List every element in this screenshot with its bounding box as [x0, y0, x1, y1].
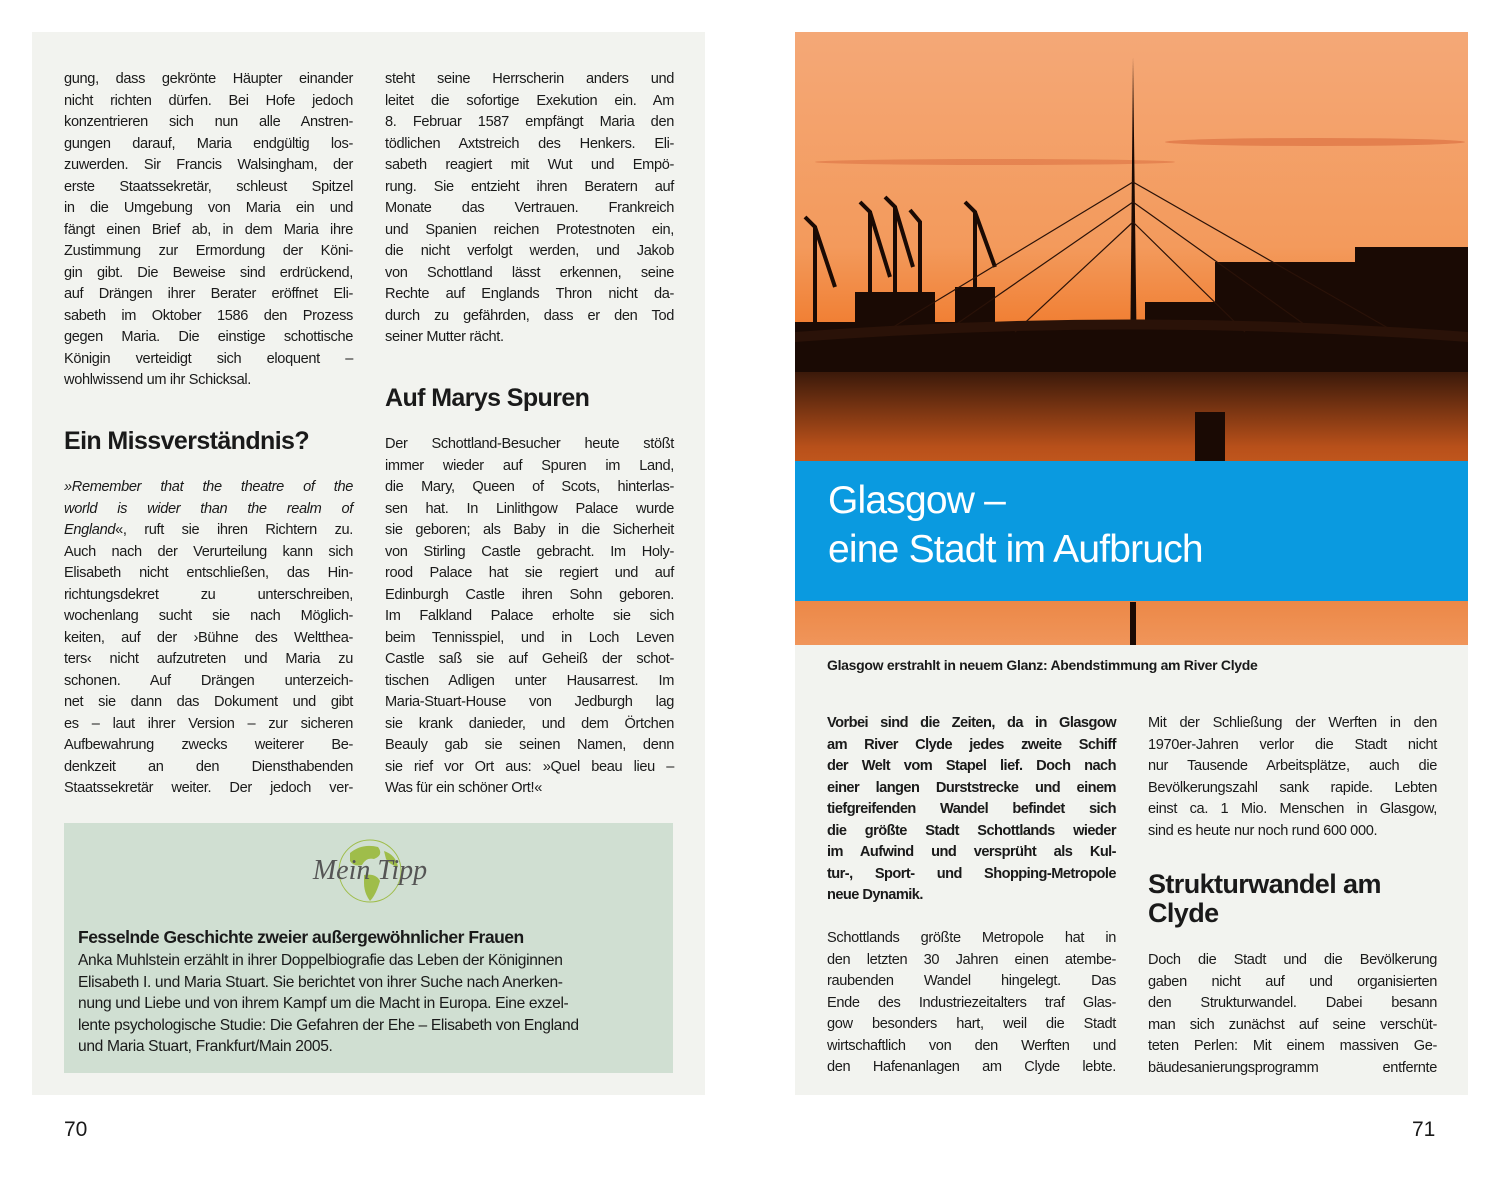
- text-line: Rechte auf Englands Thron nicht da-: [385, 286, 674, 302]
- text-line: die Mary, Queen of Scots, hinterlas-: [385, 479, 674, 495]
- title-band: [795, 461, 1468, 601]
- text-line: konzentrieren sich nun alle Anstren-: [64, 114, 353, 130]
- right-col2-bottom: [1148, 950, 1437, 1079]
- lead-paragraph: [827, 713, 1116, 907]
- mein-tipp-box: [64, 823, 673, 1073]
- text-line: Maria-Stuart-House von Jedburgh lag: [385, 694, 674, 710]
- text-line: steht seine Herrscherin anders und: [385, 71, 674, 87]
- text-line: sabeth im Oktober 1586 den Prozess: [64, 307, 353, 324]
- text-line: im Aufwind und versprüht als Kul-: [827, 844, 1116, 860]
- text-line: sen hat. In Linlithgow Palace wurde: [385, 500, 674, 517]
- text-line: richtungsdekret zu unterschreiben,: [64, 586, 353, 603]
- page-number-left: 70: [64, 1118, 88, 1141]
- text-line: leitet die sofortige Exekution ein. Am: [385, 92, 674, 109]
- heading-strukturwandel: [1148, 870, 1381, 928]
- text-line: Zustimmung zur Ermordung der Köni-: [64, 243, 353, 259]
- text-line: sabeth reagiert mit Wut und Empö-: [385, 157, 674, 173]
- text-line: schonen. Auf Drängen unterzeich-: [64, 672, 353, 689]
- heading-line2: Clyde: [1148, 898, 1219, 928]
- text-line: denkzeit an den Diensthabenden: [64, 758, 353, 775]
- text-line: 8. Februar 1587 empfängt Maria den: [385, 114, 674, 130]
- text-line: teten Perlen: Mit einem massiven Ge-: [1148, 1038, 1437, 1054]
- right-col1-body: [827, 928, 1116, 1079]
- text-line: tiefgreifenden Wandel befindet sich: [827, 801, 1116, 817]
- text-line: Castle saß sie auf Geheiß der schot-: [385, 651, 674, 667]
- text-line: den Hafenanlagen am Clyde lebte.: [827, 1059, 1116, 1075]
- text-line: tischen Adligen unter Hausarrest. Im: [385, 672, 674, 689]
- text-line: ters‹ nicht aufzutreten und Maria zu: [64, 651, 353, 667]
- left-col2-top: [385, 69, 674, 349]
- heading-auf-marys-spuren: Auf Marys Spuren: [385, 384, 590, 412]
- text-line: Elisabeth I. und Maria Stuart. Sie berichtet von ihrer Suche nach Anerken-: [78, 973, 563, 991]
- text-line: Im Falkland Palace erholte sie sich: [385, 608, 674, 624]
- globe-icon: [310, 837, 430, 907]
- text-line: »Remember that the theatre of the: [64, 479, 353, 495]
- text-line: zuwerden. Sir Francis Walsingham, der: [64, 157, 353, 173]
- text-line: gow besonders hart, weil die Stadt: [827, 1016, 1116, 1032]
- text-line: Bevölkerungszahl sank rapide. Lebten: [1148, 779, 1437, 796]
- text-line: einer langen Durststrecke und einem: [827, 779, 1116, 796]
- text-line: den letzten 30 Jahren einen atembe-: [827, 951, 1116, 968]
- text-line: rood Palace hat sie regiert und auf: [385, 565, 674, 581]
- text-line: rung. Sie entzieht ihren Beratern auf: [385, 178, 674, 195]
- text-line: gungen darauf, Maria endgültig los-: [64, 135, 353, 152]
- text-line: die größte Stadt Schottlands wieder: [827, 822, 1116, 839]
- text-line: sind es heute nur noch rund 600 000.: [1148, 822, 1378, 839]
- text-line: immer wieder auf Spuren im Land,: [385, 457, 674, 474]
- text-line: nur Tausende Arbeitsplätze, auch die: [1148, 758, 1437, 774]
- text-line: gaben nicht auf und organisierten: [1148, 973, 1437, 990]
- text-line: gung, dass gekrönte Häupter einander: [64, 71, 353, 87]
- chapter-title-line2: eine Stadt im Aufbruch: [828, 528, 1203, 571]
- text-line: tur-, Sport- und Shopping-Metropole: [827, 865, 1116, 882]
- text-line: tödlichen Axtstreich des Henkers. Eli-: [385, 135, 674, 152]
- text-line: sie geboren; als Baby in die Sicherheit: [385, 522, 674, 538]
- text-line: und Maria Stuart, Frankfurt/Main 2005.: [78, 1038, 333, 1055]
- heading-line1: Strukturwandel am: [1148, 869, 1381, 899]
- text-line: auf Drängen ihrer Berater eröffnet Eli-: [64, 286, 353, 302]
- text-line: sie rief vor Ort aus: »Quel beau lieu –: [385, 758, 674, 775]
- text-line: fängt einen Brief ab, in dem Maria ihre: [64, 221, 353, 238]
- text-line: gegen Maria. Die einstige schottische: [64, 329, 353, 345]
- text-line: wochenlang sucht sie nach Möglich-: [64, 608, 353, 624]
- text-line: Staatssekretär weiter. Der jedoch ver-: [64, 780, 353, 796]
- right-col2-top: [1148, 713, 1437, 842]
- text-line: Beauly gab sie seinen Namen, denn: [385, 737, 674, 753]
- text-line: beim Tennisspiel, und in Loch Leven: [385, 629, 674, 646]
- text-line: erste Staatssekretär, schleust Spitzel: [64, 178, 353, 195]
- text-line: Was für ein schöner Ort!«: [385, 780, 542, 796]
- text-line: Elisabeth nicht entschließen, das Hin-: [64, 565, 353, 581]
- text-line: 1970er-Jahren verlor die Stadt nicht: [1148, 736, 1437, 753]
- text-line: Schottlands größte Metropole hat in: [827, 930, 1116, 946]
- text-line: sie krank danieder, und dem Örtchen: [385, 715, 674, 732]
- text-line: und Spanien reichen Protestnoten ein,: [385, 221, 674, 238]
- text-line: Monate das Vertrauen. Frankreich: [385, 200, 674, 216]
- chapter-title-line1: Glasgow –: [828, 479, 1006, 522]
- tip-body: [78, 950, 658, 1058]
- left-col1-bottom: [64, 477, 353, 800]
- text-line: world is wider than the realm of: [64, 500, 353, 517]
- text-line: Königin verteidigt sich eloquent –: [64, 350, 353, 367]
- text-line: Mit der Schließung der Werften in den: [1148, 715, 1437, 731]
- page-number-right: 71: [1412, 1118, 1436, 1141]
- mein-tipp-logo: [310, 837, 430, 907]
- text-line: Vorbei sind die Zeiten, da in Glasgow: [827, 715, 1116, 731]
- text-line: einst ca. 1 Mio. Menschen in Glasgow,: [1148, 801, 1437, 817]
- tip-title: Fesselnde Geschichte zweier außergewöhnlicher Frauen: [78, 927, 524, 947]
- text-line: Edinburgh Castle ihren Sohn geboren.: [385, 586, 674, 603]
- svg-text:Mein Tipp: Mein Tipp: [312, 855, 428, 886]
- text-line: net sie dann das Dokument und gibt: [64, 694, 353, 710]
- text-line: den Strukturwandel. Dabei besann: [1148, 995, 1437, 1011]
- photo-caption: Glasgow erstrahlt in neuem Glanz: Abendstimmung am River Clyde: [827, 657, 1258, 673]
- text-line: am River Clyde jedes zweite Schiff: [827, 736, 1116, 753]
- text-line: gin gibt. Die Beweise sind erdrückend,: [64, 264, 353, 281]
- text-line: in die Umgebung von Maria ein und: [64, 200, 353, 216]
- left-col2-bottom: [385, 434, 674, 800]
- heading-missverstaendnis: Ein Missverständnis?: [64, 427, 310, 455]
- text-line: es – laut ihrer Version – zur sicheren: [64, 715, 353, 732]
- text-line: nicht richten dürfen. Bei Hofe jedoch: [64, 92, 353, 109]
- left-col1-top: [64, 69, 353, 392]
- text-line: nung und Liebe und von ihrem Kampf um die Macht in Europa. Eine exzel-: [78, 995, 569, 1012]
- text-line: von Schottland lässt erkennen, seine: [385, 264, 674, 281]
- text-line: Auch nach der Verurteilung kann sich: [64, 543, 353, 560]
- text-line: England«, ruft sie ihren Richtern zu.: [64, 522, 353, 538]
- text-line: die nicht verfolgt werden, und Jakob: [385, 243, 674, 259]
- text-line: lente psychologische Studie: Die Gefahren der Ehe – Elisabeth von England: [78, 1016, 579, 1034]
- text-line: Der Schottland-Besucher heute stößt: [385, 436, 674, 452]
- text-line: Ende des Industriezeitalters traf Glas-: [827, 994, 1116, 1011]
- text-line: seiner Mutter rächt.: [385, 329, 504, 345]
- text-line: neue Dynamik.: [827, 887, 923, 903]
- text-line: Anka Muhlstein erzählt in ihrer Doppelbiografie das Leben der Königinnen: [78, 952, 563, 969]
- text-line: der Welt vom Stapel lief. Doch nach: [827, 758, 1116, 774]
- text-line: raubenden Wandel hingelegt. Das: [827, 973, 1116, 989]
- text-line: durch zu gefährden, dass er den Tod: [385, 307, 674, 324]
- text-line: keiten, auf der ›Bühne des Welttheа-: [64, 629, 353, 646]
- text-line: Aufbewahrung zwecks weiterer Be-: [64, 737, 353, 753]
- text-line: bäudesanierungsprogramm entfernte: [1148, 1059, 1437, 1076]
- text-line: man sich zunächst auf seine verschüt-: [1148, 1016, 1437, 1033]
- text-line: von Stirling Castle gebracht. Im Holy-: [385, 543, 674, 560]
- text-line: wirtschaftlich von den Werften und: [827, 1037, 1116, 1054]
- text-line: Doch die Stadt und die Bevölkerung: [1148, 952, 1437, 968]
- text-line: wohlwissend um ihr Schicksal.: [64, 372, 251, 388]
